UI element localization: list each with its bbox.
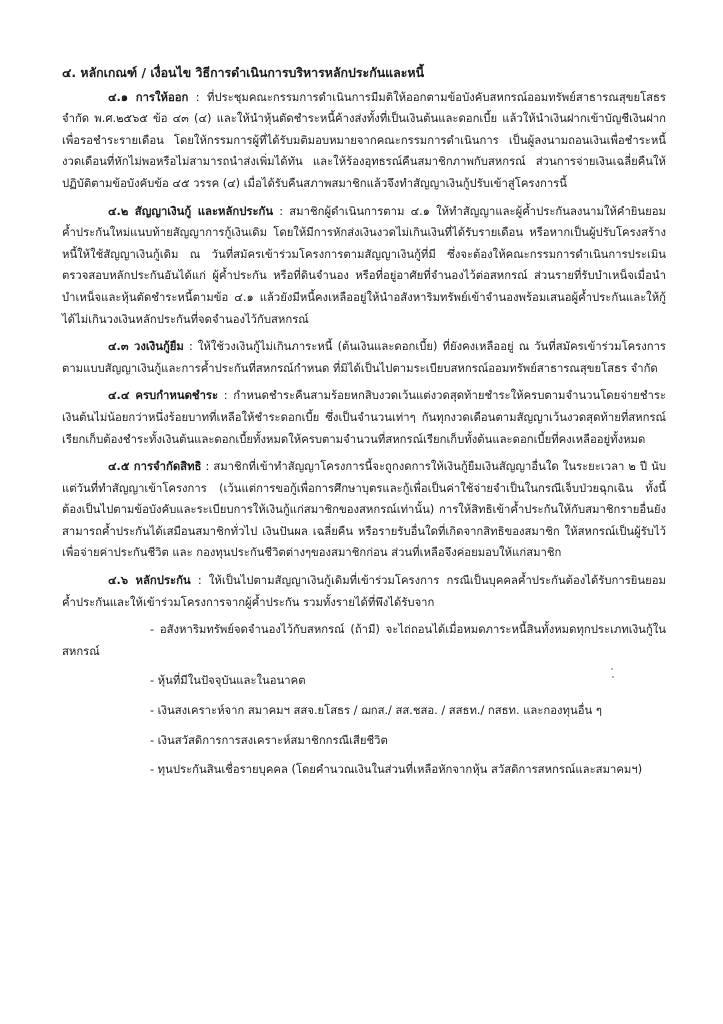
clause-title: ๔.๔ ครบกำหนดชำระ [108, 389, 219, 403]
clause-4-5 [62, 456, 666, 564]
collateral-item: - หุ้นที่มีในปัจจุบันและในอนาคต [150, 674, 306, 688]
collateral-item: - อสังหาริมทรัพย์จดจำนองไว้กับสหกรณ์ (ถ้ามี) จะไถ่ถอนได้เมื่อหมดภาระหนี้สินทั้งหมดทุกประเภทเงินกู้ในสหกรณ์ [62, 623, 666, 658]
clause-text: : กำหนดชำระคืนสามร้อยหกสิบงวดเว้นแต่งวดสุดท้ายชำระให้ครบตามจำนวนโดยจ่ายชำระเงินต้นไม่น้อยกว่าหนึ่งร้อยบาทที่เหลือให้ชำระดอกเบี้ย ซึ่งเป็นจำนวนเท่าๆ กันทุกงวดเดือนตามสัญญาเว้นงวดสุดท้ายที่สหกรณ์เรียกเก็บต้องชำระทั้งเงินต้นและดอกเบี้ยทั้งหมดให้ครบตามจำนวนที่สหกรณ์เรียกเก็บทั้งต้นและดอกเบี้ยที่คงเหลืออยู่ทั้งหมด [62, 389, 666, 446]
clause-text: : ที่ประชุมคณะกรรมการดำเนินการมีมติให้ออกตามข้อบังคับสหกรณ์ออมทรัพย์สาธารณสุขยโสธร จำกัด พ.ศ.๒๕๖๕ ข้อ ๔๓ (๔) และให้นำหุ้นตัดชำระหนี้ค้างส่งทั้งที่เป็นเงินต้นและดอกเบี้ย แล้วให้นำเงินฝากเข้าบัญชีเงินฝากเพื่อรอชำระรายเดือน โดยให้กรรมการผู้ที่ได้รับมติมอบหมายจากคณะกรรมการดำเนินการ เป็นผู้ลงนามถอนเงินเพื่อชำระหนี้งวดเดือนที่หักไม่พอหรือไม่สามารถนำส่งเพิ่มได้ทัน และให้ร้องอุทธรณ์คืนสมาชิกภาพกับสหกรณ์ ส่วนการจ่ายเงินเฉลี่ยคืนให้ปฏิบัติตามข้อบังคับข้อ ๔๕ วรรค (๔) เมื่อได้รับคืนสภาพสมาชิกแล้วจึงทำสัญญาเงินกู้ปรับเข้าสู่โครงการนี้ [62, 90, 667, 190]
clause-text: : ให้ใช้วงเงินกู้ไม่เกินภาระหนี้ (ต้นเงินและดอกเบี้ย) ที่ยังคงเหลืออยู่ ณ วันที่สมัครเข้าร่วมโครงการ ตามแบบสัญญาเงินกู้และการค้ำประกันที่สหกรณ์กำหนด ที่มิได้เป็นไปตามระเบียบสหกรณ์ออมทรัพย์สาธารณสุขยโสธร จำกัด [62, 340, 666, 375]
clause-title: ๔.๒ สัญญาเงินกู้ และหลักประกัน [108, 204, 274, 218]
collateral-item: - ทุนประกันสินเชื่อรายบุคคล (โดยคำนวณเงินในส่วนที่เหลือหักจากหุ้น สวัสดิการสหกรณ์และสมาคมฯ) [150, 763, 643, 777]
clause-4-3 [62, 336, 666, 379]
clause-4-1 [62, 87, 666, 195]
clause-text: : สมาชิกผู้ดำเนินการตาม ๔.๑ ให้ทำสัญญาและผู้ค้ำประกันลงนามให้คำยินยอม ค้ำประกันใหม่แนบท้ายสัญญาการกู้เงินเดิม โดยให้มีการหักส่งเงินงวดไม่เกินเงินที่ได้รับรายเดือน หรือหากเป็นผู้ปรับโครงสร้างหนี้ให้ใช้สัญญาเงินกู้เดิม ณ วันที่สมัครเข้าร่วมโครงการตามสัญญาเงินกู้ที่มี ซึ่งจะต้องให้คณะกรรมการดำเนินการประเมินตรวจสอบหลักประกันอันได้แก่ ผู้ค้ำประกัน หรือที่ดินจำนอง หรือที่อยู่อาศัยที่จำนองไว้ต่อสหกรณ์ ส่วนรายที่รับบำเหน็จเมื่อนำบำเหน็จและหุ้นตัดชำระหนี้ตามข้อ ๔.๑ แล้วยังมีหนี้คงเหลืออยู่ให้นำอสังหาริมทรัพย์เข้าจำนองพร้อมเสนอผู้ค้ำประกันและให้กู้ได้ไม่เกินวงเงินหลักประกันที่จดจำนองไว้กับสหกรณ์ [62, 204, 666, 326]
clause-title: ๔.๓ วงเงินกู้ยืม [108, 340, 184, 354]
clause-4-2 [62, 201, 666, 331]
clause-text: : ให้เป็นไปตามสัญญาเงินกู้เดิมที่เข้าร่วมโครงการ กรณีเป็นบุคคลค้ำประกันต้องได้รับการยินยอม ค้ำประกันและให้เข้าร่วมโครงการจากผู้ค้ำประกัน รวมทั้งรายได้ที่พึงได้รับจาก [62, 574, 666, 609]
clause-4-4 [62, 385, 666, 450]
clause-title: ๔.๑ การให้ออก [108, 90, 189, 104]
section-heading: ๔. หลักเกณฑ์ / เงื่อนไข วิธีการดำเนินการบริหารหลักประกันและหนี้ [62, 65, 425, 80]
collateral-item: - เงินสวัสดิการการสงเคราะห์สมาชิกกรณีเสียชีวิต [150, 733, 388, 747]
clause-4-6 [62, 570, 666, 613]
scan-speck [611, 668, 613, 670]
clause-title: ๔.๖ หลักประกัน [108, 574, 191, 588]
clause-text: : สมาชิกที่เข้าทำสัญญาโครงการนี้จะถูกงดการให้เงินกู้ยืมเงินสัญญาอื่นใด ในระยะเวลา ๒ ปี นับแต่วันที่ทำสัญญาเข้าโครงการ (เว้นแต่การขอกู้เพื่อการศึกษาบุตรและกู้เพื่อเป็นค่าใช้จ่ายจำเป็นในกรณีเจ็บป่วยฉุกเฉิน ทั้งนี้ต้องเป็นไปตามข้อบังคับและระเบียบการให้เงินกู้แก่สมาชิกของสหกรณ์เท่านั้น) การให้สิทธิเข้าค้ำประกันให้กับสมาชิกรายอื่นยังสามารถค้ำประกันได้เสมือนสมาชิกทั่วไป เงินปันผล เฉลี่ยคืน หรือรายรับอื่นใดที่เกิดจากสิทธิของสมาชิก ให้สหกรณ์เป็นผู้รับไว้เพื่อจ่ายค่าประกันชีวิต และ กองทุนประกันชีวิตต่างๆของสมาชิกก่อน ส่วนที่เหลือจึงค่อยมอบให้แก่สมาชิก [62, 460, 667, 560]
document-body [62, 62, 666, 789]
collateral-item: - เงินสงเคราะห์จาก สมาคมฯ สสจ.ยโสธร / ฌกส./ สส.ชสอ. / สสธท./ กสธท. และกองทุนอื่น ๆ [150, 704, 602, 718]
clause-title: ๔.๕ การจำกัดสิทธิ [108, 460, 202, 474]
scan-speck [612, 676, 614, 678]
